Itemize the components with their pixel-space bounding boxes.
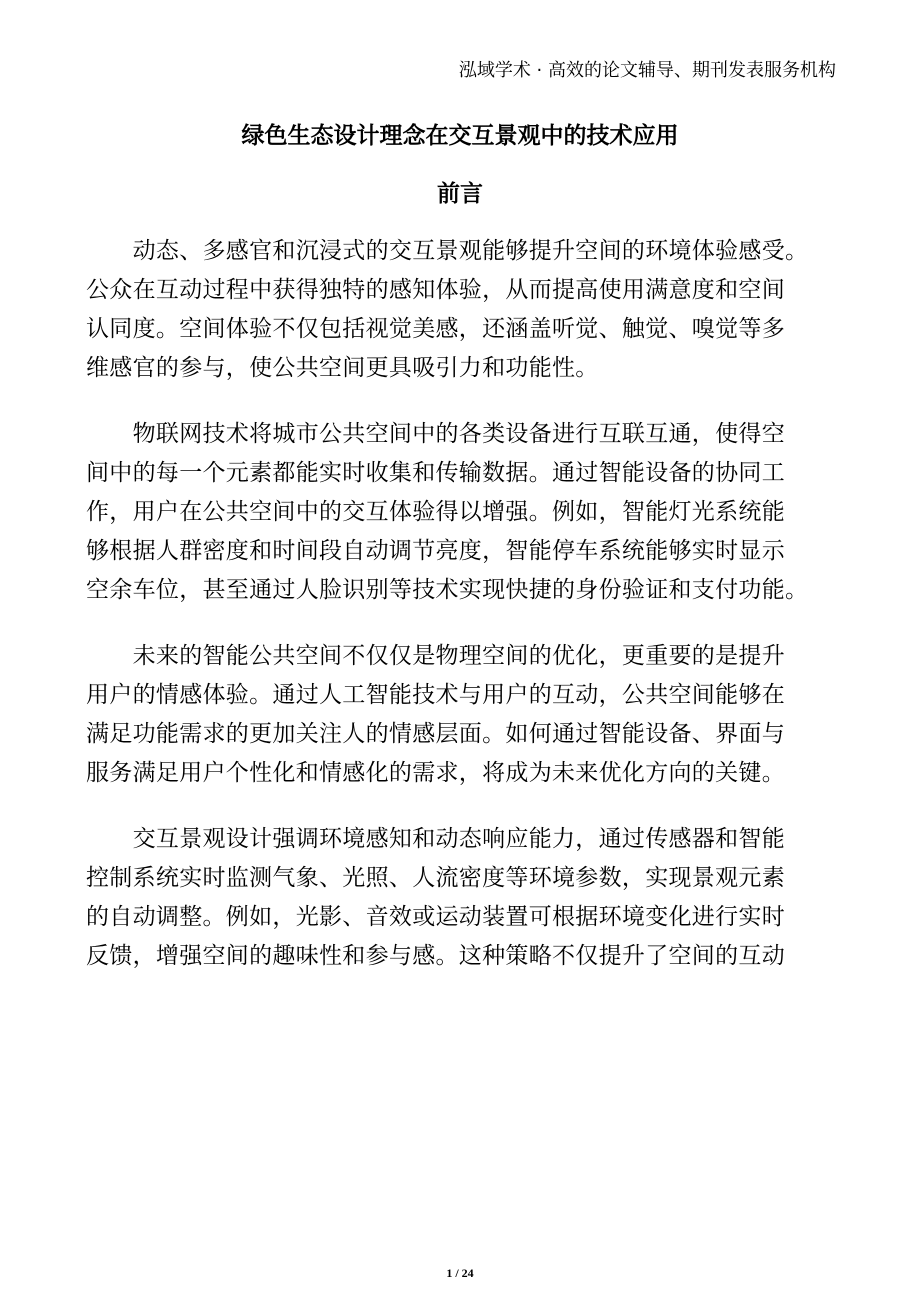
text-line: 交互景观设计强调环境感知和动态响应能力，通过传感器和智能 [86,826,785,852]
text-line: 间中的每一个元素都能实时收集和传输数据。通过智能设备的协同工 [86,460,785,486]
text-line: 控制系统实时监测气象、光照、人流密度等环境参数，实现景观元素 [86,865,785,891]
text-line: 满足功能需求的更加关注人的情感层面。如何通过智能设备、界面与 [86,721,785,747]
text-line: 公众在互动过程中获得独特的感知体验，从而提高使用满意度和空间 [86,277,785,303]
text-line: 用户的情感体验。通过人工智能技术与用户的互动，公共空间能够在 [86,682,785,708]
text-line: 的自动调整。例如，光影、音效或运动装置可根据环境变化进行实时 [86,904,785,930]
body-text [86,232,866,1003]
document-title: 绿色生态设计理念在交互景观中的技术应用 [241,123,679,149]
text-line: 认同度。空间体验不仅包括视觉美感，还涵盖听觉、触觉、嗅觉等多 [86,316,785,342]
text-line: 作，用户在公共空间中的交互体验得以增强。例如，智能灯光系统能 [86,499,785,525]
paragraph-1 [86,232,866,388]
text-line: 未来的智能公共空间不仅仅是物理空间的优化，更重要的是提升 [86,643,785,669]
paragraph-3 [86,637,866,793]
text-line: 物联网技术将城市公共空间中的各类设备进行互联互通，使得空 [86,421,785,447]
paragraph-2 [86,415,866,610]
text-line: 空余车位，甚至通过人脸识别等技术实现快捷的身份验证和支付功能。 [86,577,809,603]
text-line: 动态、多感官和沉浸式的交互景观能够提升空间的环境体验感受。 [86,238,809,264]
section-title: 前言 [437,181,483,207]
text-line: 服务满足用户个性化和情感化的需求，将成为未来优化方向的关键。 [86,760,785,786]
text-line: 反馈，增强空间的趣味性和参与感。这种策略不仅提升了空间的互动 [86,943,785,969]
text-line: 够根据人群密度和时间段自动调节亮度，智能停车系统能够实时显示 [86,538,785,564]
page-number: 1 / 24 [446,1266,474,1280]
paragraph-4 [86,820,866,976]
header-note: 泓域学术 · 高效的论文辅导、期刊发表服务机构 [458,60,836,81]
text-line: 维感官的参与，使公共空间更具吸引力和功能性。 [86,355,599,381]
